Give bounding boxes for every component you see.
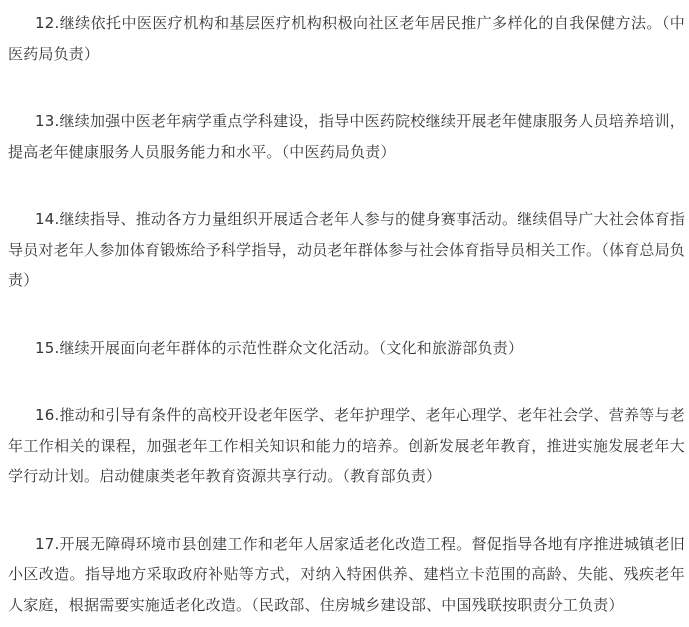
paragraph-item-14: 14.继续指导、推动各方力量组织开展适合老年人参与的健身赛事活动。继续倡导广大社会体育指导员对老年人参加体育锻炼给予科学指导，动员老年群体参与社会体育指导员相关工作。（体育总局负责）: [8, 210, 685, 289]
paragraph-item-12: 12.继续依托中医医疗机构和基层医疗机构积极向社区老年居民推广多样化的自我保健方法。（中医药局负责）: [8, 14, 685, 63]
paragraph-item-15: 15.继续开展面向老年群体的示范性群众文化活动。（文化和旅游部负责）: [35, 338, 524, 357]
paragraph-item-13: 13.继续加强中医老年病学重点学科建设，指导中医药院校继续开展老年健康服务人员培养培训，提高老年健康服务人员服务能力和水平。（中医药局负责）: [8, 112, 685, 161]
paragraph-item-16: 16.推动和引导有条件的高校开设老年医学、老年护理学、老年心理学、老年社会学、营养等与老年工作相关的课程，加强老年工作相关知识和能力的培养。创新发展老年教育，推进实施发展老年大学行动计划。启动健康类老年教育资源共享行动。（教育部负责）: [8, 406, 685, 485]
paragraph-item-17: 17.开展无障碍环境市县创建工作和老年人居家适老化改造工程。督促指导各地有序推进城镇老旧小区改造。指导地方采取政府补贴等方式，对纳入特困供养、建档立卡范围的高龄、失能、残疾老年人家庭，根据需要实施适老化改造。（民政部、住房城乡建设部、中国残联按职责分工负责）: [8, 534, 685, 614]
